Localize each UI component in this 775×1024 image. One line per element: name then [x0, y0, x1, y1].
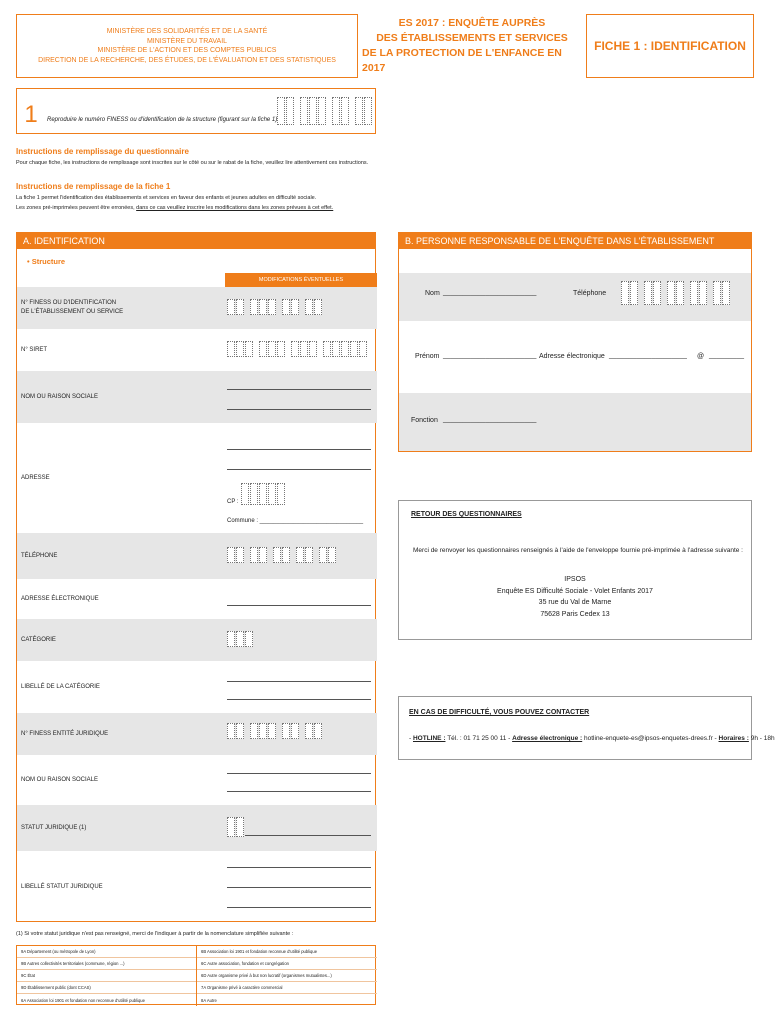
row-adresse [17, 423, 377, 533]
survey-title-line: DES ÉTABLISSEMENTS ET SERVICES [376, 32, 568, 44]
nomenclature-item: 6C Autre association, fondation et congrégation [197, 958, 377, 970]
email-domain-field[interactable]: _________ [709, 352, 745, 359]
nom-ej-line[interactable] [227, 773, 371, 774]
email-field[interactable]: ____________________ [609, 352, 687, 359]
finess-reproduction-text: Reproduire le numéro FINESS ou d'identification de la structure (figurant sur la fiche 1) [47, 117, 278, 123]
instructions-title: Instructions de remplissage du questionnaire [16, 147, 189, 156]
commune-field[interactable]: Commune : _______________________________ [227, 518, 364, 524]
nomenclature-item: 6B Association loi 1901 et fondation reconnue d'utilité publique [197, 946, 377, 958]
row-nom-ej [17, 755, 377, 805]
email-line[interactable] [227, 605, 371, 606]
contact-title: EN CAS DE DIFFICULTÉ, VOUS POUVEZ CONTACTER [409, 709, 590, 716]
ministry-line: MINISTÈRE DU TRAVAIL [146, 37, 228, 45]
retour-address [399, 574, 751, 620]
row-label: LIBELLÉ DE LA CATÉGORIE [21, 684, 100, 690]
address-line: IPSOS [564, 576, 586, 583]
libelle-cat-line[interactable] [227, 699, 371, 700]
nomenclature-item: 7A Organisme privé à caractère commercial [197, 982, 377, 994]
nom-line[interactable] [227, 389, 371, 390]
ministry-line: MINISTÈRE DE L'ACTION ET DES COMPTES PUBLICS [97, 47, 277, 54]
row-label: LIBELLÉ STATUT JURIDIQUE [21, 884, 103, 890]
telephone-input[interactable] [227, 547, 337, 563]
survey-title-line: DE LA PROTECTION DE L'ENFANCE EN 2017 [362, 47, 562, 74]
row-label: ADRESSE ÉLECTRONIQUE [21, 596, 99, 602]
instructions-prefix: Les zones pré-imprimées peuvent être erronées, [16, 205, 137, 211]
hours-value: 9h - 18h [750, 735, 775, 742]
fiche1-instructions-text: La fiche 1 permet l'identification des établissements et services en faveur des enfants et jeunes adultes en difficulté sociale. [16, 195, 317, 201]
prenom-field[interactable]: ________________________ [443, 352, 537, 359]
fiche1-instructions-title: Instructions de remplissage de la fiche 1 [16, 182, 171, 191]
row-label: NOM OU RAISON SOCIALE [21, 777, 99, 783]
nomenclature-table [16, 945, 376, 1005]
instructions-text: Pour chaque fiche, les instructions de remplissage sont inscrites sur le côté ou sur le rabat de la fiche, veuillez lire attentivement ces instructions. [16, 160, 369, 166]
section-a-title: A. IDENTIFICATION [17, 233, 375, 249]
row-label: NOM OU RAISON SOCIALE [21, 394, 99, 400]
ministry-header [16, 14, 358, 78]
row-categorie [17, 619, 377, 661]
libelle-statut-line[interactable] [227, 867, 371, 868]
cp-label: CP : [227, 499, 239, 505]
finess-reproduction-input[interactable] [277, 97, 373, 125]
row-label: N° FINESS ENTITÉ JURIDIQUE [21, 731, 109, 737]
nomenclature-item: 9B Autres collectivités territoriales (commune, région ...) [17, 958, 196, 970]
survey-title-line: ES 2017 : ENQUÊTE AUPRÈS [398, 17, 546, 29]
row-label: N° FINESS OU D'IDENTIFICATION DE L'ÉTABLISSEMENT OU SERVICE [21, 300, 124, 315]
contact-box [398, 696, 775, 760]
section-number: 1 [24, 101, 38, 128]
address-line: 35 rue du Val de Marne [538, 599, 612, 606]
nom-label: Nom [425, 290, 440, 297]
retour-questionnaires-box [398, 500, 752, 640]
siret-input[interactable] [227, 341, 368, 357]
ministry-line: DIRECTION DE LA RECHERCHE, DES ÉTUDES, DE L'ÉVALUATION ET DES STATISTIQUES [38, 56, 336, 64]
section-b-title: B. PERSONNE RESPONSABLE DE L'ENQUÊTE DANS L'ÉTABLISSEMENT [399, 233, 751, 249]
hotline-phone: Tél. : 01 71 25 00 11 [447, 735, 507, 742]
row-label: N° SIRET [21, 347, 48, 353]
row-label: ADRESSE [21, 475, 50, 481]
cp-input[interactable] [241, 483, 286, 505]
row-label: STATUT JURIDIQUE (1) [21, 825, 87, 831]
section-a-identification [16, 232, 376, 922]
row-label: CATÉGORIE [21, 637, 56, 643]
finess-ej-input[interactable] [227, 723, 323, 739]
categorie-input[interactable] [227, 631, 254, 647]
telephone-label: Téléphone [573, 290, 607, 297]
address-line: 75628 Paris Cedex 13 [540, 610, 610, 618]
fonction-label: Fonction [411, 417, 438, 424]
fiche1-instructions-text2 [16, 205, 333, 211]
structure-subtitle: • Structure [27, 257, 66, 266]
nom-ej-line[interactable] [227, 791, 371, 792]
row-finess [17, 287, 377, 329]
contact-line: - HOTLINE : Tél. : 01 71 25 00 11 - Adresse électronique : hotline-enquete-es@ipsos-enquetes-drees.fr - Horaires : 9h - 18h [409, 735, 775, 742]
nomenclature-item: 9A Département (ou métropole de Lyon) [17, 946, 196, 958]
libelle-statut-line[interactable] [227, 907, 371, 908]
b-telephone-input[interactable] [621, 281, 731, 305]
adresse-line[interactable] [227, 449, 371, 450]
row-nom [17, 371, 377, 423]
at-sign: @ [697, 353, 705, 360]
statut-input[interactable] [227, 817, 245, 837]
finess-reproduction-box [16, 88, 376, 134]
row-statut [17, 805, 377, 851]
contact-email-label: Adresse électronique : [512, 735, 583, 742]
email-label: Adresse électronique [539, 353, 605, 360]
retour-text: Merci de renvoyer les questionnaires renseignés à l'aide de l'enveloppe fournie pré-imprimée à l'adresse suivante : [413, 547, 743, 554]
nomenclature-item: 9D Établissement public (dont CCAS) [17, 982, 196, 994]
libelle-cat-line[interactable] [227, 681, 371, 682]
libelle-statut-line[interactable] [227, 887, 371, 888]
hours-label: Horaires : [718, 735, 749, 742]
address-line: Enquête ES Difficulté Sociale - Volet Enfants 2017 [497, 587, 653, 595]
footnote: (1) Si votre statut juridique n'est pas renseigné, merci de l'indiquer à partir de la nomenclature simplifiée suivante : [16, 931, 294, 937]
nomenclature-item: 6D Autre organisme privé à but non lucratif (organismes mutualistes...) [197, 970, 377, 982]
finess-input[interactable] [227, 299, 323, 315]
ministry-line: MINISTÈRE DES SOLIDARITÉS ET DE LA SANTÉ [106, 28, 268, 35]
retour-title: RETOUR DES QUESTIONNAIRES [411, 511, 522, 518]
nom-field[interactable]: ________________________ [443, 289, 537, 296]
adresse-line[interactable] [227, 469, 371, 470]
prenom-label: Prénom [415, 353, 440, 360]
section-b-responsable [398, 232, 752, 452]
instructions-underlined: dans ce cas veuillez inscrire les modifications dans les zones prévues à cet effet. [136, 205, 334, 211]
hotline-label: HOTLINE : [412, 735, 446, 742]
nom-line[interactable] [227, 409, 371, 410]
row-finess-ej [17, 713, 377, 755]
survey-title [362, 14, 582, 78]
modifications-header: MODIFICATIONS ÉVENTUELLES [225, 273, 377, 287]
statut-line[interactable] [245, 835, 371, 836]
nomenclature-item: 6A Association loi 1901 et fondation non reconnue d'utilité publique [21, 997, 145, 1003]
nomenclature-item: 8A Autre [201, 997, 217, 1003]
fonction-field[interactable]: ________________________ [443, 416, 537, 423]
fiche-title: FICHE 1 : IDENTIFICATION [586, 14, 754, 78]
nomenclature-item: 9C État [17, 970, 196, 982]
contact-email-link[interactable]: hotline-enquete-es@ipsos-enquetes-drees.fr [584, 735, 713, 742]
row-libelle-categorie [17, 661, 377, 713]
row-email [17, 579, 377, 619]
row-label: TÉLÉPHONE [21, 553, 58, 559]
